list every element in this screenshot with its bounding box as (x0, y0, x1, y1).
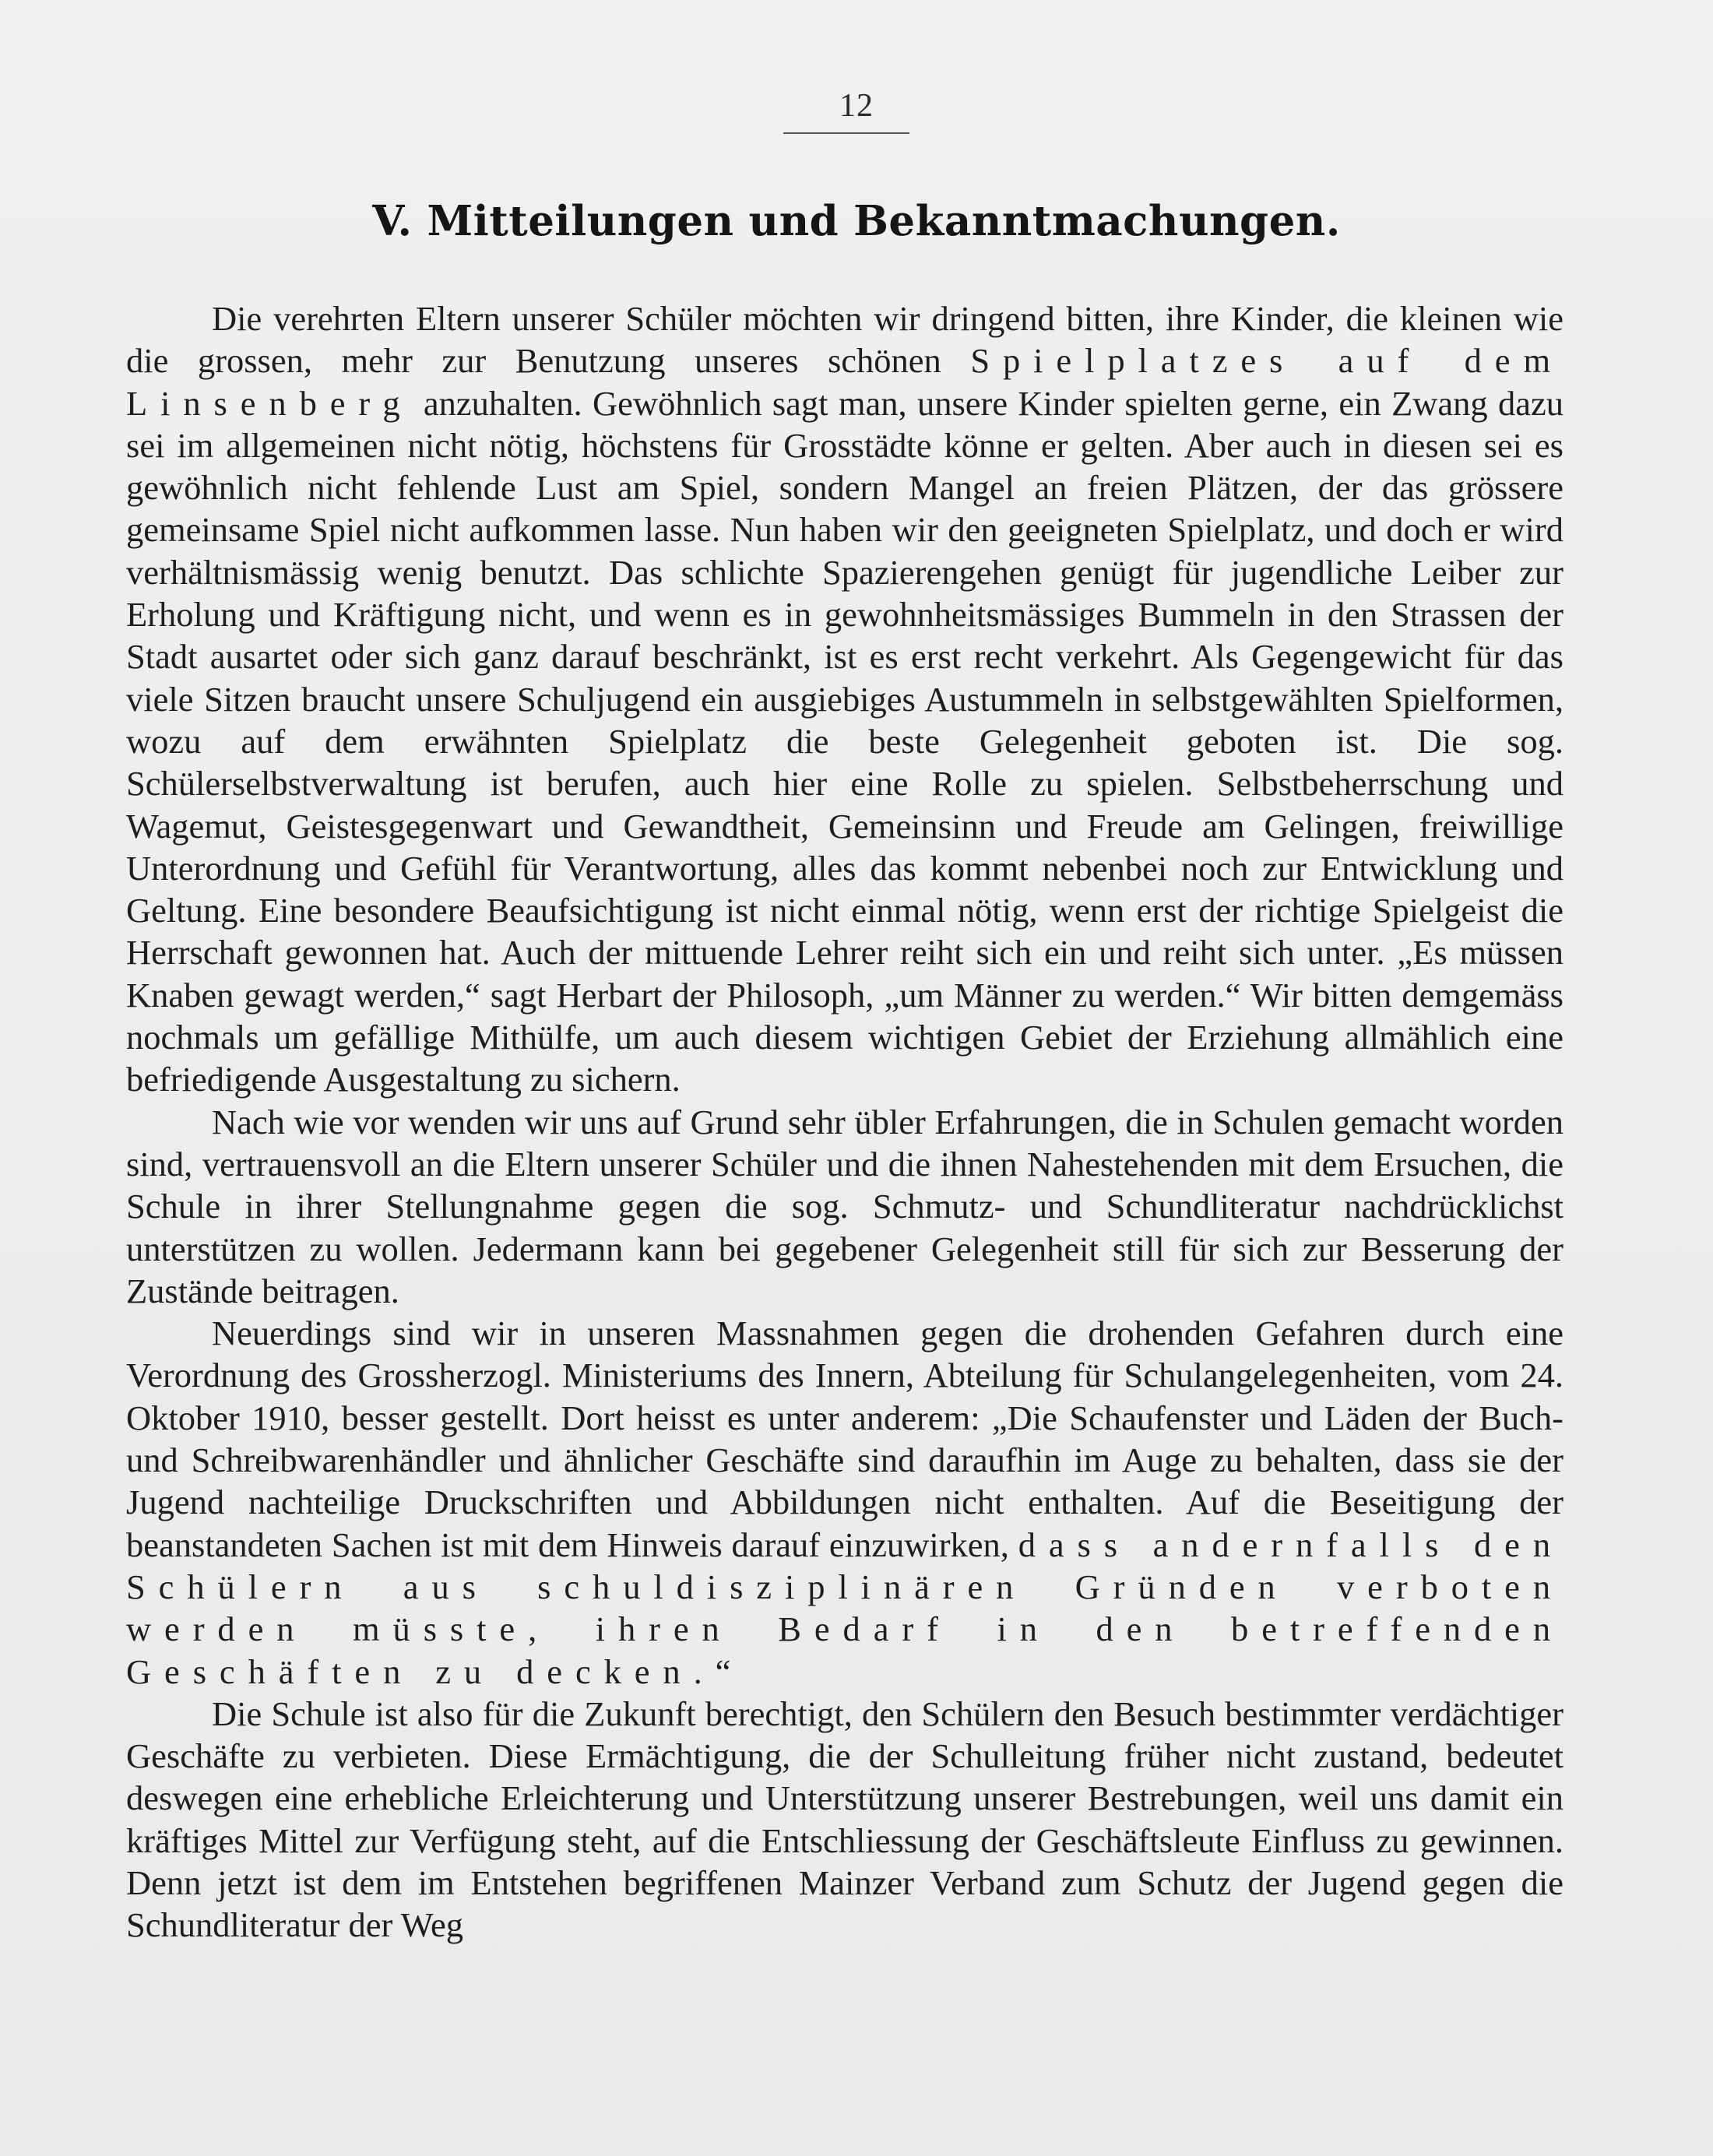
paragraph-4 (126, 1693, 1564, 1947)
body-text (126, 297, 1564, 1947)
paragraph-1 (126, 297, 1564, 1101)
page-number-rule (783, 132, 909, 134)
paragraph-1-text-a: Die verehrten Eltern unserer Schüler möchten wir dringend bitten, ihre Kinder, die kleinen wie die grossen, mehr zur Benutzung unseres schönen (126, 299, 1564, 381)
section-heading: V. Mitteilungen und Bekanntmachungen. (372, 197, 1341, 245)
paragraph-3-text-a: Neuerdings sind wir in unseren Massnahmen gegen die drohenden Gefahren durch eine Verordnung des Grossherzogl. Ministeriums des Innern, Abteilung für Schulangelegenheiten, vom 24. Oktober 1910, besser gestellt. Dort heisst es unter anderem: „Die Schaufenster und Läden der Buch- und Schreibwarenhändler und ähnlicher Geschäfte sind daraufhin im Auge zu behalten, dass sie der Jugend nachteilige Druckschriften und Abbildungen nicht enthalten. Auf die Beseitigung der beanstandeten Sachen ist mit dem Hinweis darauf einzuwirken, (126, 1314, 1564, 1564)
paragraph-3 (126, 1312, 1564, 1693)
paragraph-2-text: Nach wie vor wenden wir uns auf Grund sehr übler Erfahrungen, die in Schulen gemacht worden sind, vertrauensvoll an die Eltern unserer Schüler und die ihnen Nahestehenden mit dem Ersuchen, die Schule in ihrer Stellungnahme gegen die sog. Schmutz- und Schundliteratur nachdrücklichst unterstützen zu wollen. Jedermann kann bei gegebener Gelegenheit still für sich zur Besserung der Zustände beitragen. (126, 1102, 1564, 1310)
paragraph-1-text-b: anzuhalten. Gewöhnlich sagt man, unsere Kinder spielten gerne, ein Zwang dazu sei im allgemeinen nicht nötig, höchstens für Grosstädte könne er gelten. Aber auch in diesen sei es gewöhnlich nicht fehlende Lust am Spiel, sondern Mangel an freien Plätzen, der das grössere gemeinsame Spiel nicht aufkommen lasse. Nun haben wir den geeigneten Spielplatz, und doch er wird verhältnismässig wenig benutzt. Das schlichte Spazierengehen genügt für jugendliche Leiber zur Erholung und Kräftigung nicht, und wenn es in gewohnheitsmässiges Bummeln in den Strassen der Stadt ausartet oder sich ganz darauf beschränkt, ist es erst recht verkehrt. Als Gegengewicht für das viele Sitzen braucht unsere Schuljugend ein ausgiebiges Austummeln in selbstgewählten Spielformen, wozu auf dem erwähnten Spielplatz die beste Gelegenheit geboten ist. Die sog. Schülerselbstverwaltung ist berufen, auch hier eine Rolle zu spielen. Selbstbeherrschung und Wagemut, Geistesgegenwart und Gewandtheit, Gemeinsinn und Freude am Gelingen, freiwillige Unterordnung und Gefühl für Verantwortung, alles das kommt nebenbei noch zur Entwicklung und Geltung. Eine besondere Beaufsichtigung ist nicht einmal nötig, wenn erst der richtige Spielgeist die Herrschaft gewonnen hat. Auch der mittuende Lehrer reiht sich ein und reiht sich unter. „Es müssen Knaben gewagt werden,“ sagt Herbart der Philosoph, „um Männer zu werden.“ Wir bitten demgemäss nochmals um gefällige Mithülfe, um auch diesem wichtigen Gebiet der Erziehung allmählich eine befriedigende Ausgestaltung zu sichern. (126, 383, 1564, 1099)
paragraph-4-text: Die Schule ist also für die Zukunft berechtigt, den Schülern den Besuch bestimmter verdächtiger Geschäfte zu verbieten. Diese Ermächtigung, die der Schulleitung früher nicht zustand, bedeutet deswegen eine erhebliche Erleichterung und Unterstützung unserer Bestrebungen, weil uns damit ein kräftiges Mittel zur Verfügung steht, auf die Entschliessung der Geschäftsleute Einfluss zu gewinnen. Denn jetzt ist dem im Entstehen begriffenen Mainzer Verband zum Schutz der Jugend gegen die Schundliteratur der Weg (126, 1693, 1564, 1945)
paragraph-2 (126, 1101, 1564, 1312)
page-number: 12 (839, 88, 874, 124)
paragraph-1-spaced-text: Spielplatzes auf dem Linsenberg (126, 341, 1564, 423)
paragraph-3-spaced-text: dass andernfalls den Schülern aus schuldisziplinären Gründen verboten werden müsste, ihren Bedarf in den betreffenden Geschäften zu decken.“ (126, 1525, 1564, 1691)
